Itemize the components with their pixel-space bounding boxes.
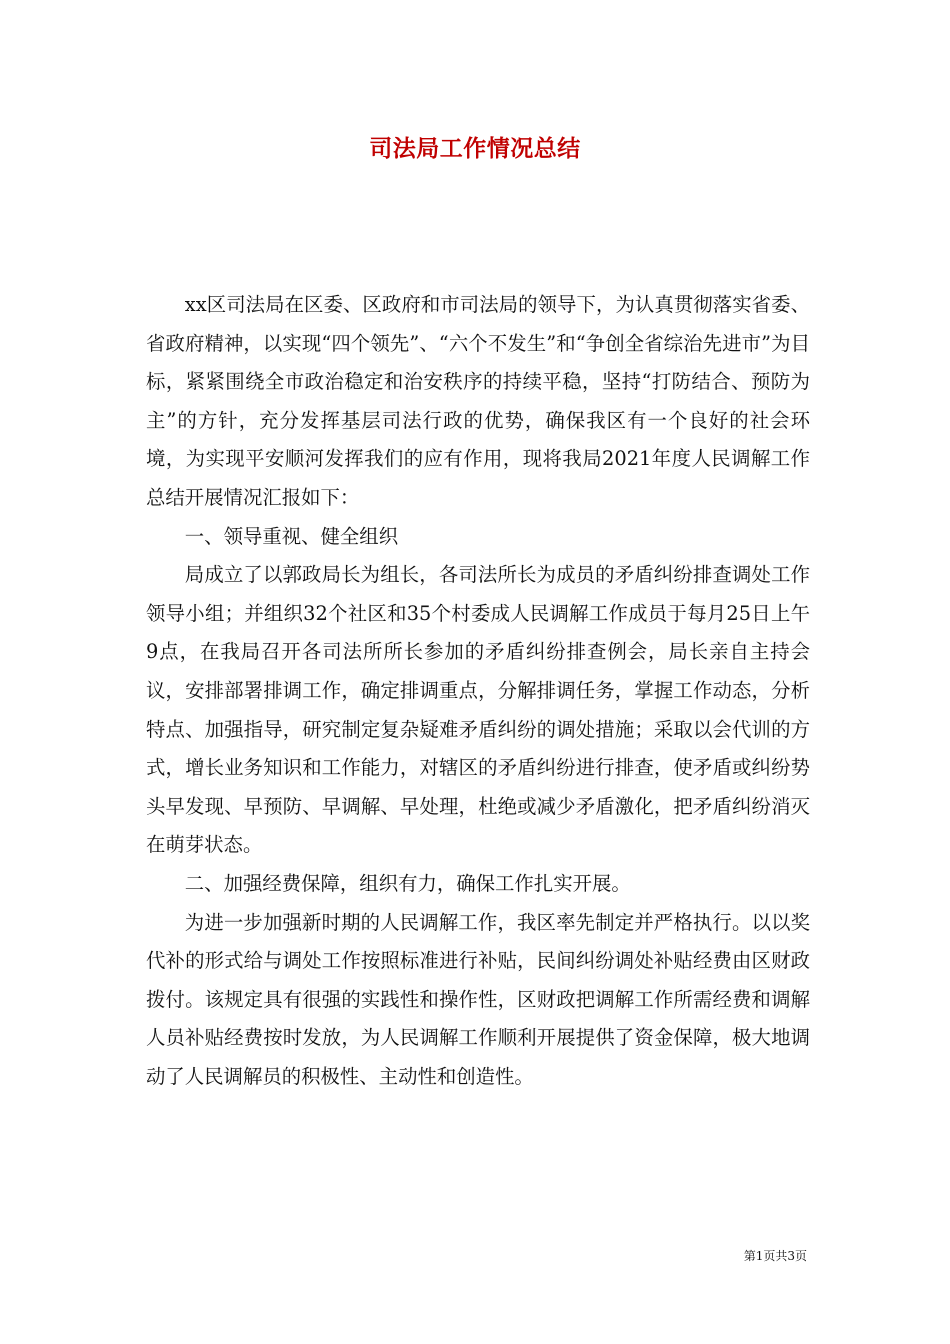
page-number: 第1页共3页: [743, 1249, 807, 1263]
document-title: 司法局工作情况总结: [369, 135, 581, 162]
document-body: [146, 286, 810, 1096]
paragraph-section-2: 为进一步加强新时期的人民调解工作，我区率先制定并严格执行。以以奖代补的形式给与调处工作按照标准进行补贴，民间纠纷调处补贴经费由区财政拨付。该规定具有很强的实践性和操作性，区财政把调解工作所需经费和调解人员补贴经费按时发放，为人民调解工作顺利开展提供了资金保障，极大地调动了人民调解员的积极性、主动性和创造性。: [146, 910, 810, 1088]
paragraph-intro: xx区司法局在区委、区政府和市司法局的领导下，为认真贯彻落实省委、省政府精神，以实现“四个领先”、“六个不发生”和“争创全省综治先进市”为目标，紧紧围绕全市政治稳定和治安秩序的持续平稳，坚持“打防结合、预防为主”的方针，充分发挥基层司法行政的优势，确保我区有一个良好的社会环境，为实现平安顺河发挥我们的应有作用，现将我局2021年度人民调解工作总结开展情况汇报如下：: [146, 293, 810, 509]
paragraph-section-1: 局成立了以郭政局长为组长，各司法所长为成员的矛盾纠纷排查调处工作领导小组；并组织32个社区和35个村委成人民调解工作成员于每月25日上午9点，在我局召开各司法所所长参加的矛盾纠纷排查例会，局长亲自主持会议，安排部署排调工作，确定排调重点，分解排调任务，掌握工作动态，分析特点、加强指导，研究制定复杂疑难矛盾纠纷的调处措施；采取以会代训的方式，增长业务知识和工作能力，对辖区的矛盾纠纷进行排查，使矛盾或纠纷势头早发现、早预防、早调解、早处理，杜绝或减少矛盾激化，把矛盾纠纷消灭在萌芽状态。: [146, 563, 810, 857]
section-heading-2: 二、加强经费保障，组织有力，确保工作扎实开展。: [184, 871, 631, 895]
section-heading-1: 一、领导重视、健全组织: [184, 524, 399, 548]
